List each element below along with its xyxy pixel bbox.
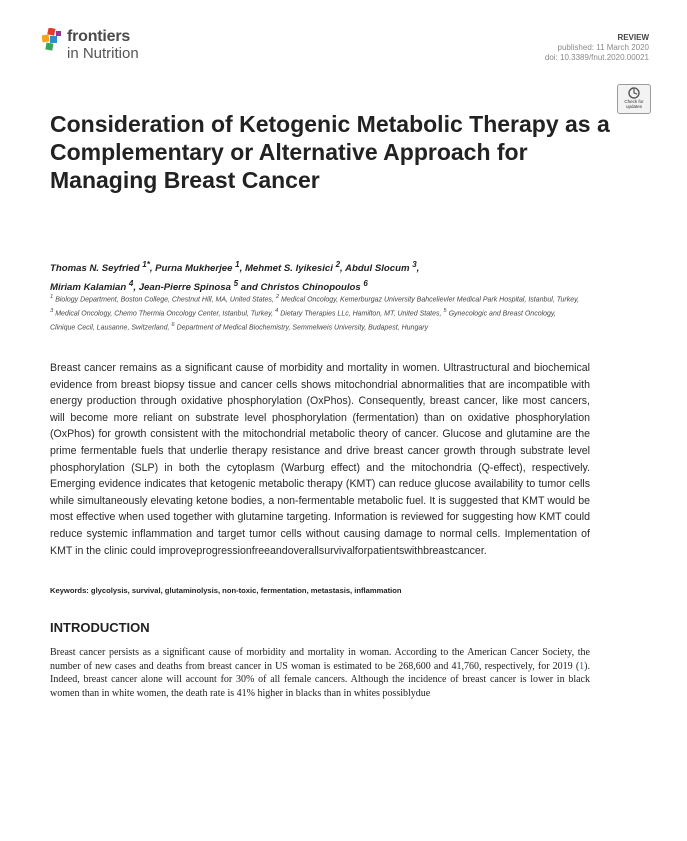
affiliation-text: Department of Medical Biochemistry, Semmelweis University, Budapest, Hungary: [176, 323, 429, 331]
affiliation-sup: 1: [50, 294, 54, 300]
affiliations: [50, 292, 580, 333]
keywords: Keywords: glycolysis, survival, glutaminolysis, non-toxic, fermentation, metastasis, inflammation: [50, 586, 402, 595]
author-affiliation-sup: 6: [363, 279, 368, 289]
abstract-text: Breast cancer remains as a significant cause of morbidity and mortality in women. Ultrastructural and biochemical evidence from breast biopsy tissue and cancer cells shows mitochondrial abnormalities that are incompatible with energy production through oxidative phosphorylation (OxPhos). Consequently, breast cancer, like most cancers, will become more reliant on substrate level phosphorylation (fermentation) than on oxidative phosphorylation (OxPhos) for growth consistent with the mitochondrial metabolic theory of cancer. Glucose and glutamine are the prime fermentable fuels that underlie therapy resistance and drive breast cancer growth through substrate level phosphorylation (SLP) in both the cytoplasm (Warburg effect) and the mitochondria (Q-effect), respectively. Emerging evidence indicates that ketogenic metabolic therapy (KMT) can reduce glucose availability to tumor cells while simultaneously elevating ketone bodies, a non-fermentable metabolic fuel. It is suggested that KMT would be most effective when used together with glutamine targeting. Information is reviewed for suggesting how KMT could reduce systemic inflammation and target tumor cells without causing damage to normal cells. Implementation of KMT in the clinic could improveprogressionfreeandoverallsurvivalforpatientswithbreastcancer.: [50, 362, 590, 557]
introduction-text: [50, 646, 590, 700]
author-name[interactable]: Christos Chinopoulos: [260, 282, 361, 294]
affiliation-sup: 3: [50, 307, 54, 314]
journal-logo[interactable]: [42, 26, 202, 66]
affiliation-text: Medical Oncology, Chemo Thermia Oncology Center, Istanbul, Turkey,: [55, 310, 274, 318]
affiliation-text: Biology Department, Boston College, Chestnut Hill, MA, United States,: [55, 296, 274, 304]
author-name[interactable]: Miriam Kalamian: [50, 282, 127, 294]
check-updates-line2: updates: [625, 104, 642, 109]
bookmark-refresh-icon: [628, 87, 640, 99]
author-affiliation-sup: 3: [412, 260, 417, 269]
published-date: published: 11 March 2020: [557, 43, 649, 52]
section-heading-introduction: INTRODUCTION: [50, 620, 150, 635]
affiliation-sup: 4: [275, 307, 279, 314]
affiliation-sup: 5: [443, 307, 447, 314]
author-name[interactable]: Jean-Pierre Spinosa: [138, 282, 231, 294]
authors-and: and: [240, 282, 258, 294]
affiliation-sup: 2: [275, 294, 280, 300]
affiliation-text: Gynecologic and Breast Oncology, Clinique Cecil, Lausanne, Switzerland,: [50, 310, 556, 331]
author-affiliation-sup: 1: [235, 260, 240, 269]
affiliation-text: Medical Oncology, Kemerburgaz University Bahcelievler Medical Park Hospital, Istanbul, Turkey,: [281, 296, 580, 304]
journal-brand: frontiers: [67, 28, 131, 45]
author-name[interactable]: Abdul Slocum: [345, 263, 410, 275]
check-for-updates-button[interactable]: [617, 84, 651, 114]
frontiers-logo-icon: [42, 28, 64, 52]
article-title: Consideration of Ketogenic Metabolic Therapy as a Complementary or Alternative Approach for Managing Breast Cancer: [50, 111, 610, 193]
check-updates-line1: Check for: [624, 99, 644, 104]
author-affiliation-sup: 1*: [142, 260, 150, 269]
affiliation-text: Dietary Therapies LLc, Hamilton, MT, United States,: [280, 310, 442, 318]
author-affiliation-sup: 5: [233, 279, 239, 289]
author-name[interactable]: Mehmet S. Iyikesici: [244, 263, 333, 275]
author-affiliation-sup: 4: [128, 279, 134, 289]
affiliation-sup: 6: [171, 321, 175, 328]
author-list: Thomas N. Seyfried $^{1*}$, Purna Mukherjee $^1$, Mehmet S. Iyikesici $^2$, Abdul Slocum $^3$, Miriam Kalamian $^4$, Jean-Pierre Spinosa $^5$ and Christos Chinopoulos $^6$: [50, 260, 420, 294]
author-name[interactable]: Purna Mukherjee: [155, 263, 233, 275]
intro-text-part1: Breast cancer persists as a significant cause of morbidity and mortality in woman. According to the American Cancer Society, the number of new cases and deaths from breast cancer in US woman is estimated to be 268,600 and 41,760, respectively, for 2019 (: [50, 647, 590, 672]
intro-text-part2: ). Indeed, breast cancer alone will account for 30% of all female cancers. Although the incidence of breast cancer is lower in black women than in white women, the death rate is 41% higher in blacks than in whites possiblydue: [50, 660, 590, 699]
article-type: REVIEW: [617, 33, 649, 42]
journal-name: in Nutrition: [67, 45, 139, 62]
author-name[interactable]: Thomas N. Seyfried: [50, 263, 140, 275]
article-meta: [545, 33, 649, 63]
citation-link[interactable]: 1: [579, 660, 585, 672]
doi[interactable]: doi: 10.3389/fnut.2020.00021: [544, 53, 649, 62]
author-affiliation-sup: 2: [335, 260, 341, 269]
